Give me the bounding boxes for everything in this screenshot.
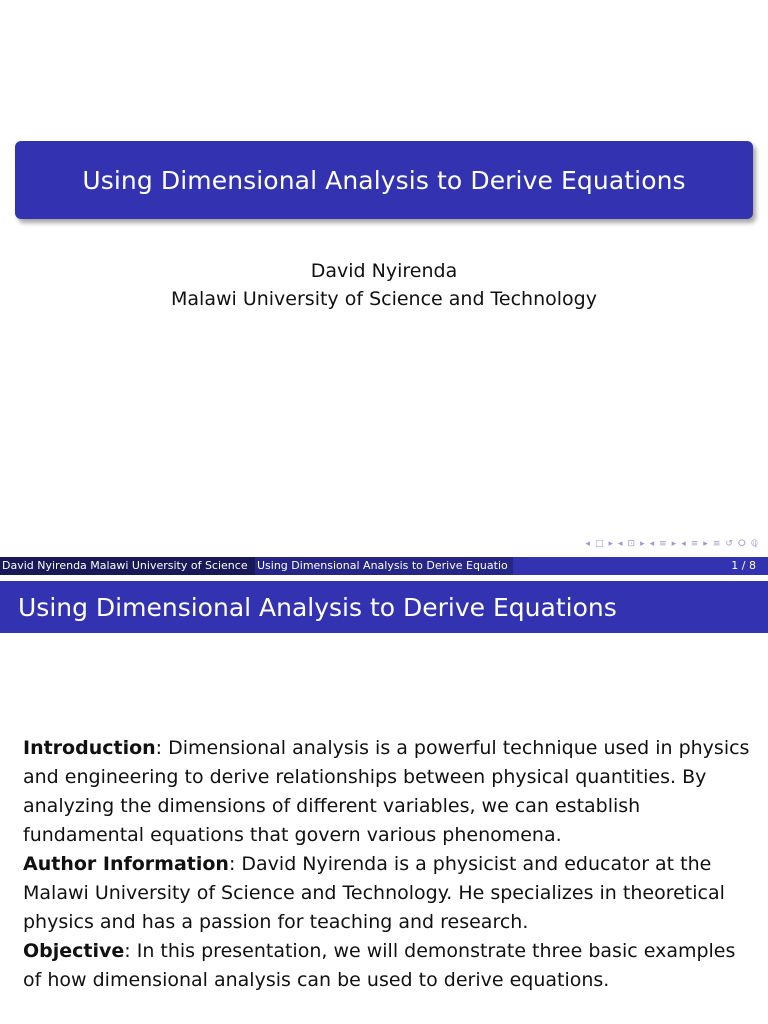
frame-title-bar bbox=[0, 581, 768, 633]
nav-back-icon[interactable]: ↺ bbox=[725, 539, 733, 549]
nav-prev-icon[interactable]: ◂ bbox=[617, 539, 623, 549]
footer-page-number: 1 / 8 bbox=[513, 557, 768, 575]
title-box bbox=[15, 141, 753, 219]
nav-outline-icon[interactable]: ≡ bbox=[712, 539, 721, 549]
slide-body bbox=[23, 734, 753, 995]
footer-author: David Nyirenda Malawi University of Science bbox=[0, 557, 255, 575]
nav-subsection-icon[interactable]: ⊡ bbox=[627, 539, 636, 549]
nav-next-icon[interactable]: ▸ bbox=[703, 539, 708, 549]
author-name: David Nyirenda bbox=[310, 260, 458, 282]
nav-frame-icon[interactable]: □ bbox=[594, 539, 604, 549]
nav-section-icon[interactable]: ≡ bbox=[659, 539, 667, 549]
author-info-label: Author Information bbox=[23, 853, 229, 875]
nav-search-icon[interactable]: ⵔ bbox=[737, 539, 746, 549]
slide-title: Using Dimensional Analysis to Derive Equations bbox=[82, 165, 686, 195]
intro-text: : Dimensional analysis is a powerful technique used in physics and engineering to derive relationships between physical quantities. By analyzing the dimensions of different variables, we can establish fundamental equations that govern various phenomena. bbox=[23, 737, 750, 846]
institute-name: Malawi University of Science and Technology bbox=[171, 288, 597, 310]
nav-next-icon[interactable]: ▸ bbox=[608, 539, 613, 549]
nav-prev-icon[interactable]: ◂ bbox=[585, 539, 590, 549]
intro-label: Introduction bbox=[23, 737, 156, 759]
objective-text: : In this presentation, we will demonstrate three basic examples of how dimensional analysis can be used to derive equations. bbox=[23, 940, 736, 991]
nav-prev-icon[interactable]: ◂ bbox=[649, 539, 655, 549]
nav-document-icon[interactable]: ≡ bbox=[690, 539, 699, 549]
navigation-symbols[interactable] bbox=[585, 539, 758, 549]
slide-footer bbox=[0, 557, 768, 575]
footer-title: Using Dimensional Analysis to Derive Equatio bbox=[255, 557, 513, 575]
frame-title: Using Dimensional Analysis to Derive Equations bbox=[18, 592, 617, 622]
author-info-text: : David Nyirenda is a physicist and educator at the Malawi University of Science and Technology. He specializes in theoretical physics and has a passion for teaching and research. bbox=[23, 853, 725, 933]
objective-label: Objective bbox=[23, 940, 125, 962]
nav-zoom-icon[interactable]: ℚ bbox=[750, 539, 758, 549]
nav-next-icon[interactable]: ▸ bbox=[640, 539, 645, 549]
nav-prev-icon[interactable]: ◂ bbox=[681, 539, 686, 549]
nav-next-icon[interactable]: ▸ bbox=[671, 539, 677, 549]
